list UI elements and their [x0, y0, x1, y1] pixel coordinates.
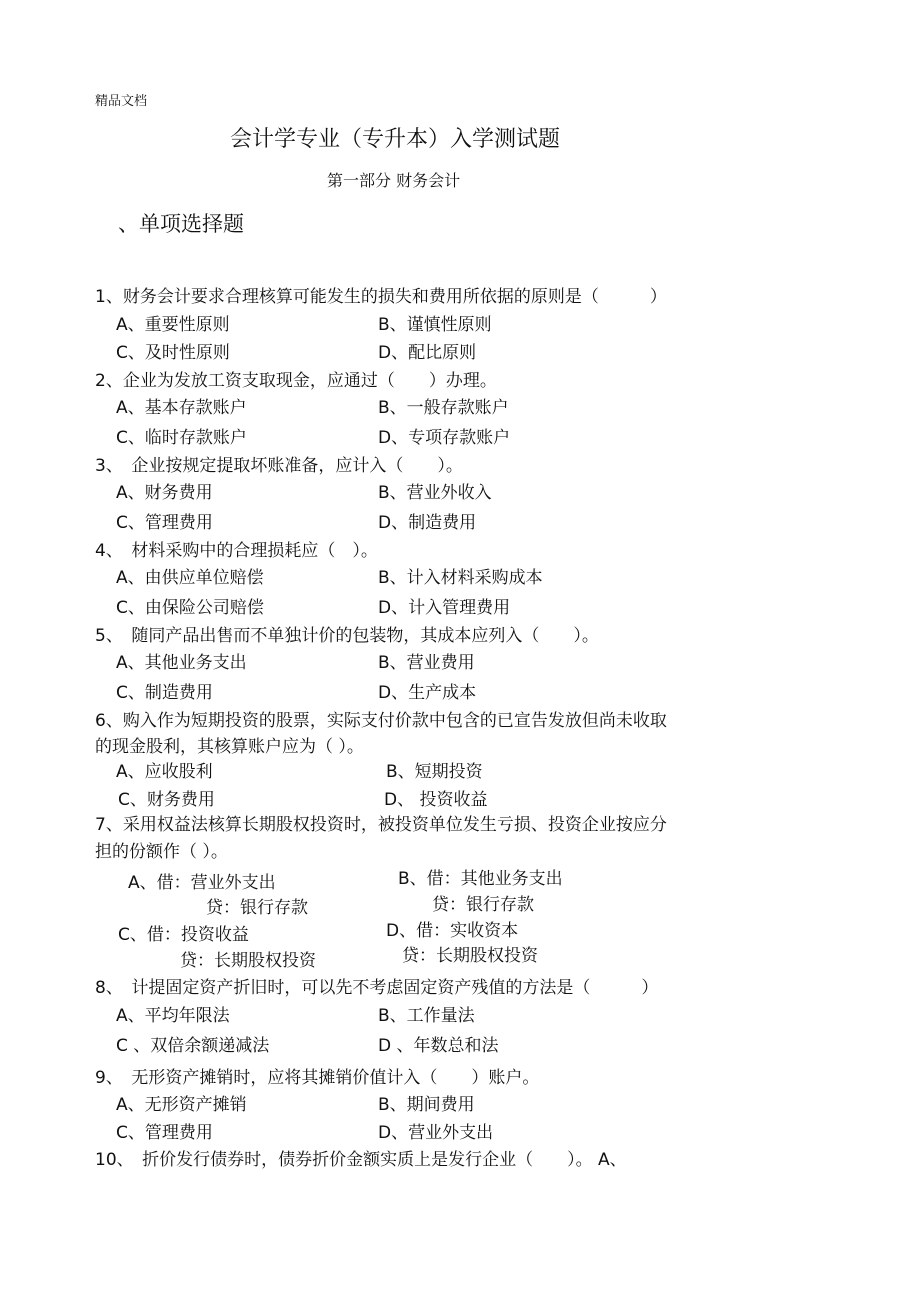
question-1-option-d: D、配比原则	[378, 343, 477, 363]
question-1-option-c: C、及时性原则	[116, 343, 230, 363]
question-5-option-d: D、生产成本	[378, 683, 477, 703]
question-6-option-d: D、 投资收益	[384, 790, 488, 810]
question-1-option-a: A、重要性原则	[116, 315, 230, 335]
question-6-continued: 的现金股利，其核算账户应为（ ）。	[95, 737, 364, 757]
question-7-option-a-debit: A、借：营业外支出	[128, 873, 276, 893]
question-6: 6、购入作为短期投资的股票，实际支付价款中包含的已宣告发放但尚未收取	[95, 711, 667, 731]
question-7-option-b-debit: B、借：其他业务支出	[398, 869, 563, 889]
question-5-option-a: A、其他业务支出	[116, 653, 247, 673]
question-2-option-b: B、一般存款账户	[378, 398, 509, 418]
question-3-option-b: B、营业外收入	[378, 483, 492, 503]
question-4: 4、 材料采购中的合理损耗应（ ）。	[95, 541, 378, 561]
question-9: 9、 无形资产摊销时，应将其摊销价值计入（ ）账户。	[95, 1068, 540, 1088]
question-7-option-b-credit: 贷：银行存款	[432, 895, 534, 915]
question-5-option-c: C、制造费用	[116, 683, 213, 703]
question-7-option-c-debit: C、借：投资收益	[118, 925, 249, 945]
question-2-option-a: A、基本存款账户	[116, 398, 247, 418]
question-10: 10、 折价发行债券时，债券折价金额实质上是发行企业（ ）。 A、	[95, 1150, 627, 1170]
question-8-option-b: B、工作量法	[378, 1006, 475, 1026]
question-5-option-b: B、营业费用	[378, 653, 475, 673]
question-3-option-a: A、财务费用	[116, 483, 213, 503]
question-6-option-a: A、应收股利	[116, 762, 213, 782]
question-8: 8、 计提固定资产折旧时，可以先不考虑固定资产残值的方法是（ ）	[95, 978, 659, 998]
question-8-option-d: D 、年数总和法	[378, 1036, 499, 1056]
question-7: 7、采用权益法核算长期股权投资时，被投资单位发生亏损、投资企业按应分	[95, 815, 667, 835]
question-9-option-d: D、营业外支出	[378, 1123, 494, 1143]
question-7-option-c-credit: 贷：长期股权投资	[180, 951, 316, 971]
question-4-option-a: A、由供应单位赔偿	[116, 568, 264, 588]
question-5: 5、 随同产品出售而不单独计价的包装物，其成本应列入（ ）。	[95, 626, 599, 646]
question-3-option-d: D、制造费用	[378, 513, 477, 533]
question-8-option-c: C 、双倍余额递减法	[116, 1036, 270, 1056]
question-4-option-b: B、计入材料采购成本	[378, 568, 543, 588]
question-2: 2、企业为发放工资支取现金，应通过（ ）办理。	[95, 371, 497, 391]
question-6-option-b: B、短期投资	[386, 762, 483, 782]
document-title: 会计学专业（专升本）入学测试题	[230, 127, 561, 152]
question-7-continued: 担的份额作（ ）。	[95, 842, 228, 862]
question-7-option-a-credit: 贷：银行存款	[206, 898, 308, 918]
question-2-option-c: C、临时存款账户	[116, 428, 247, 448]
page-header-label: 精品文档	[95, 94, 148, 109]
section-heading: 、单项选择题	[118, 212, 244, 236]
question-9-option-b: B、期间费用	[378, 1095, 475, 1115]
question-7-option-d-credit: 贷：长期股权投资	[402, 946, 538, 966]
question-3: 3、 企业按规定提取坏账准备，应计入（ ）。	[95, 456, 463, 476]
question-7-option-d-debit: D、借：实收资本	[386, 921, 519, 941]
question-4-option-c: C、由保险公司赔偿	[116, 598, 264, 618]
question-4-option-d: D、计入管理费用	[378, 598, 511, 618]
question-9-option-c: C、管理费用	[116, 1123, 213, 1143]
question-3-option-c: C、管理费用	[116, 513, 213, 533]
part-subtitle: 第一部分 财务会计	[327, 171, 461, 190]
question-2-option-d: D、专项存款账户	[378, 428, 511, 448]
question-1-option-b: B、谨慎性原则	[378, 315, 492, 335]
question-8-option-a: A、平均年限法	[116, 1006, 230, 1026]
question-6-option-c: C、财务费用	[118, 790, 215, 810]
question-1: 1、财务会计要求合理核算可能发生的损失和费用所依据的原则是（ ）	[95, 287, 667, 307]
question-9-option-a: A、无形资产摊销	[116, 1095, 247, 1115]
